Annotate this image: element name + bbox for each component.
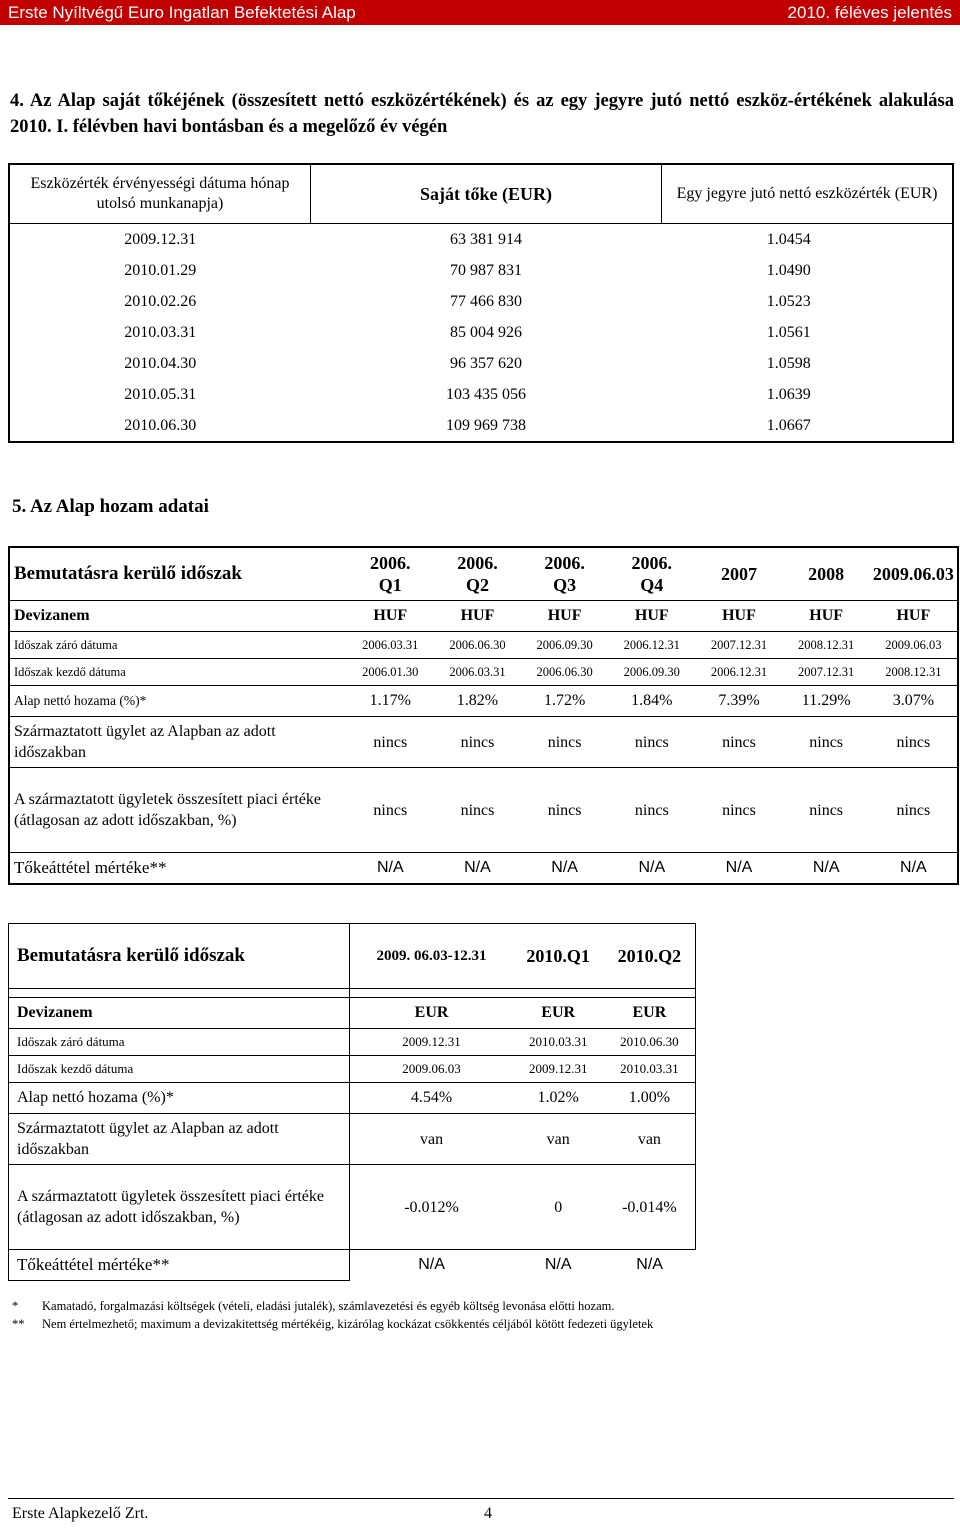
end-date-cell: 2008.12.31: [783, 632, 870, 659]
nav-per-unit-cell: 1.0667: [766, 416, 811, 434]
nav-per-unit-cell: 1.0561: [766, 323, 811, 341]
nav-per-unit-cell: 1.0454: [766, 230, 811, 248]
market-value-cell: nincs: [608, 768, 695, 853]
yield-cell: 1.72%: [521, 686, 608, 717]
leverage-cell: N/A: [638, 859, 666, 876]
nav-per-unit-cell: 1.0598: [766, 354, 811, 372]
derivative-cell: nincs: [870, 717, 958, 768]
nav-date-cell: 2010.05.31: [124, 385, 197, 403]
currency-cell: EUR: [604, 998, 696, 1029]
derivative-cell: nincs: [608, 717, 695, 768]
market-value-cell: nincs: [783, 768, 870, 853]
nav-date-cell: 2010.02.26: [124, 292, 197, 310]
nav-per-unit-cell: 1.0523: [766, 292, 811, 310]
currency-cell: HUF: [783, 601, 870, 632]
yield-cell: 1.02%: [513, 1083, 604, 1114]
currency-cell: HUF: [347, 601, 434, 632]
equity-cell: 77 466 830: [450, 292, 522, 310]
start-date-cell: 2009.12.31: [513, 1056, 604, 1083]
period-header-cell: 2007: [695, 547, 782, 601]
nav-per-unit-cell: 1.0490: [766, 261, 811, 279]
page-number: 4: [484, 1505, 492, 1522]
end-date-label: Időszak záró dátuma: [9, 1029, 350, 1056]
leverage-label: Tőkeáttétel mértéke**: [9, 1250, 350, 1281]
footnote: * Kamatadó, forgalmazási költségek (vételi, eladási jutalék), számlavezetési és egyéb költség levonása előtti hozam.: [12, 1299, 615, 1313]
start-date-cell: 2009.06.03: [350, 1056, 513, 1083]
end-date-cell: 2010.06.30: [604, 1029, 696, 1056]
currency-cell: HUF: [434, 601, 521, 632]
footnotes: [12, 1297, 653, 1333]
start-date-cell: 2008.12.31: [870, 659, 958, 686]
nav-table-row: [9, 317, 953, 348]
period-label: Bemutatásra kerülő időszak: [9, 547, 347, 601]
leverage-label: Tőkeáttétel mértéke**: [14, 858, 167, 877]
period-header-cell: 2010.Q1: [513, 924, 604, 989]
start-date-cell: 2006.06.30: [521, 659, 608, 686]
market-value-cell: nincs: [695, 768, 782, 853]
leverage-cell: N/A: [636, 1256, 663, 1274]
currency-cell: HUF: [521, 601, 608, 632]
market-value-cell: -0.012%: [350, 1165, 513, 1250]
derivative-cell: nincs: [783, 717, 870, 768]
yield-cell: 1.00%: [604, 1083, 696, 1114]
market-value-label: A származtatott ügyletek összesített piaci értéke (átlagosan az adott időszakban, %): [9, 1165, 350, 1250]
section-5-title: 5. Az Alap hozam adatai: [12, 496, 209, 517]
start-date-cell: 2006.09.30: [608, 659, 695, 686]
nav-date-cell: 2010.03.31: [124, 323, 197, 341]
footer-divider: [8, 1498, 954, 1499]
nav-table-row: [9, 410, 953, 442]
start-date-label: Időszak kezdő dátuma: [9, 659, 347, 686]
start-date-cell: 2006.03.31: [434, 659, 521, 686]
leverage-cell: N/A: [464, 859, 491, 876]
yield-cell: 1.17%: [347, 686, 434, 717]
derivative-cell: nincs: [434, 717, 521, 768]
leverage-cell: N/A: [900, 859, 927, 876]
page-header: [0, 0, 960, 25]
equity-cell: 109 969 738: [446, 416, 526, 434]
derivative-cell: van: [604, 1114, 696, 1165]
yield-cell: 3.07%: [870, 686, 958, 717]
yield-cell: 1.82%: [434, 686, 521, 717]
end-date-cell: 2009.06.03: [870, 632, 958, 659]
nav-table-row: [9, 224, 953, 256]
end-date-label: Időszak záró dátuma: [9, 632, 347, 659]
period-header-cell: 2006. Q3: [521, 547, 608, 601]
col-nav-per-unit-header: Egy jegyre jutó nettó eszközérték (EUR): [662, 164, 954, 224]
period-header-cell: 2009. 06.03-12.31: [350, 924, 513, 989]
derivative-cell: van: [350, 1114, 513, 1165]
market-value-label: A származtatott ügyletek összesített piaci értéke (átlagosan az adott időszakban, %): [9, 768, 347, 853]
equity-cell: 63 381 914: [450, 230, 522, 248]
nav-table-row: [9, 255, 953, 286]
derivative-cell: nincs: [695, 717, 782, 768]
leverage-cell: N/A: [544, 1256, 572, 1274]
yield-cell: 1.84%: [608, 686, 695, 717]
leverage-cell: N/A: [376, 859, 404, 876]
yield-cell: 11.29%: [783, 686, 870, 717]
market-value-cell: nincs: [521, 768, 608, 853]
yield-cell: 7.39%: [695, 686, 782, 717]
period-header-cell: 2010.Q2: [604, 924, 696, 989]
currency-cell: HUF: [870, 601, 958, 632]
market-value-cell: nincs: [434, 768, 521, 853]
derivative-label: Származtatott ügylet az Alapban az adott időszakban: [9, 1114, 350, 1165]
derivative-cell: nincs: [521, 717, 608, 768]
nav-per-unit-cell: 1.0639: [766, 385, 811, 403]
nav-date-cell: 2010.01.29: [124, 261, 197, 279]
yield-table-huf: [8, 546, 959, 885]
section-4-title: 4. Az Alap saját tőkéjének (összesített nettó eszközértékének) és az egy jegyre jutó nettó eszköz-értékének alakulása 2010. I. félévben havi bontásban és a megelőző év végén: [10, 91, 954, 137]
currency-label: Devizanem: [9, 998, 350, 1029]
equity-cell: 96 357 620: [450, 354, 522, 372]
equity-cell: 85 004 926: [450, 323, 522, 341]
nav-table: [8, 163, 954, 443]
yield-label: Alap nettó hozama (%)*: [9, 1083, 350, 1114]
start-date-cell: 2007.12.31: [783, 659, 870, 686]
start-date-cell: 2006.12.31: [695, 659, 782, 686]
end-date-cell: 2006.03.31: [347, 632, 434, 659]
currency-label: Devizanem: [9, 601, 347, 632]
leverage-cell: N/A: [812, 859, 840, 876]
end-date-cell: 2006.06.30: [434, 632, 521, 659]
currency-cell: EUR: [513, 998, 604, 1029]
report-period: 2010. féléves jelentés: [787, 3, 952, 22]
period-header-cell: 2006. Q1: [347, 547, 434, 601]
yield-label: Alap nettó hozama (%)*: [9, 686, 347, 717]
footnote: ** Nem értelmezhető; maximum a devizakitettség mértékéig, kizárólag kockázat csökkentés céljából kötött fedezeti ügyletek: [12, 1317, 654, 1331]
col-equity-header: Saját tőke (EUR): [311, 164, 662, 224]
period-header-cell: 2009.06.03: [870, 547, 958, 601]
period-header-cell: 2008: [783, 547, 870, 601]
leverage-cell: N/A: [418, 1256, 445, 1274]
nav-table-row: [9, 348, 953, 379]
end-date-cell: 2007.12.31: [695, 632, 782, 659]
leverage-cell: N/A: [551, 859, 578, 876]
end-date-cell: 2006.12.31: [608, 632, 695, 659]
equity-cell: 103 435 056: [446, 385, 526, 403]
market-value-cell: -0.014%: [604, 1165, 696, 1250]
end-date-cell: 2006.09.30: [521, 632, 608, 659]
nav-table-header: [9, 164, 953, 224]
period-label: Bemutatásra kerülő időszak: [9, 924, 350, 989]
derivative-cell: nincs: [347, 717, 434, 768]
fund-name: Erste Nyíltvégű Euro Ingatlan Befektetési Alap: [8, 3, 356, 22]
currency-cell: HUF: [695, 601, 782, 632]
equity-cell: 70 987 831: [450, 261, 522, 279]
start-date-label: Időszak kezdő dátuma: [9, 1056, 350, 1083]
derivative-cell: van: [513, 1114, 604, 1165]
nav-table-row: [9, 379, 953, 410]
yield-cell: 4.54%: [350, 1083, 513, 1114]
period-header-cell: 2006. Q4: [608, 547, 695, 601]
end-date-cell: 2010.03.31: [513, 1029, 604, 1056]
nav-date-cell: 2010.06.30: [124, 416, 197, 434]
yield-table-eur: [8, 923, 696, 1281]
end-date-cell: 2009.12.31: [350, 1029, 513, 1056]
market-value-cell: 0: [513, 1165, 604, 1250]
derivative-label: Származtatott ügylet az Alapban az adott időszakban: [9, 717, 347, 768]
start-date-cell: 2010.03.31: [604, 1056, 696, 1083]
start-date-cell: 2006.01.30: [347, 659, 434, 686]
nav-date-cell: 2010.04.30: [124, 354, 197, 372]
col-date-header: Eszközérték érvényességi dátuma hónap utolsó munkanapja): [9, 164, 311, 224]
currency-cell: HUF: [608, 601, 695, 632]
currency-cell: EUR: [350, 998, 513, 1029]
nav-table-row: [9, 286, 953, 317]
period-header-cell: 2006. Q2: [434, 547, 521, 601]
market-value-cell: nincs: [870, 768, 958, 853]
market-value-cell: nincs: [347, 768, 434, 853]
footer-company: Erste Alapkezelő Zrt.: [12, 1505, 149, 1522]
nav-date-cell: 2009.12.31: [124, 230, 197, 248]
leverage-cell: N/A: [725, 859, 753, 876]
